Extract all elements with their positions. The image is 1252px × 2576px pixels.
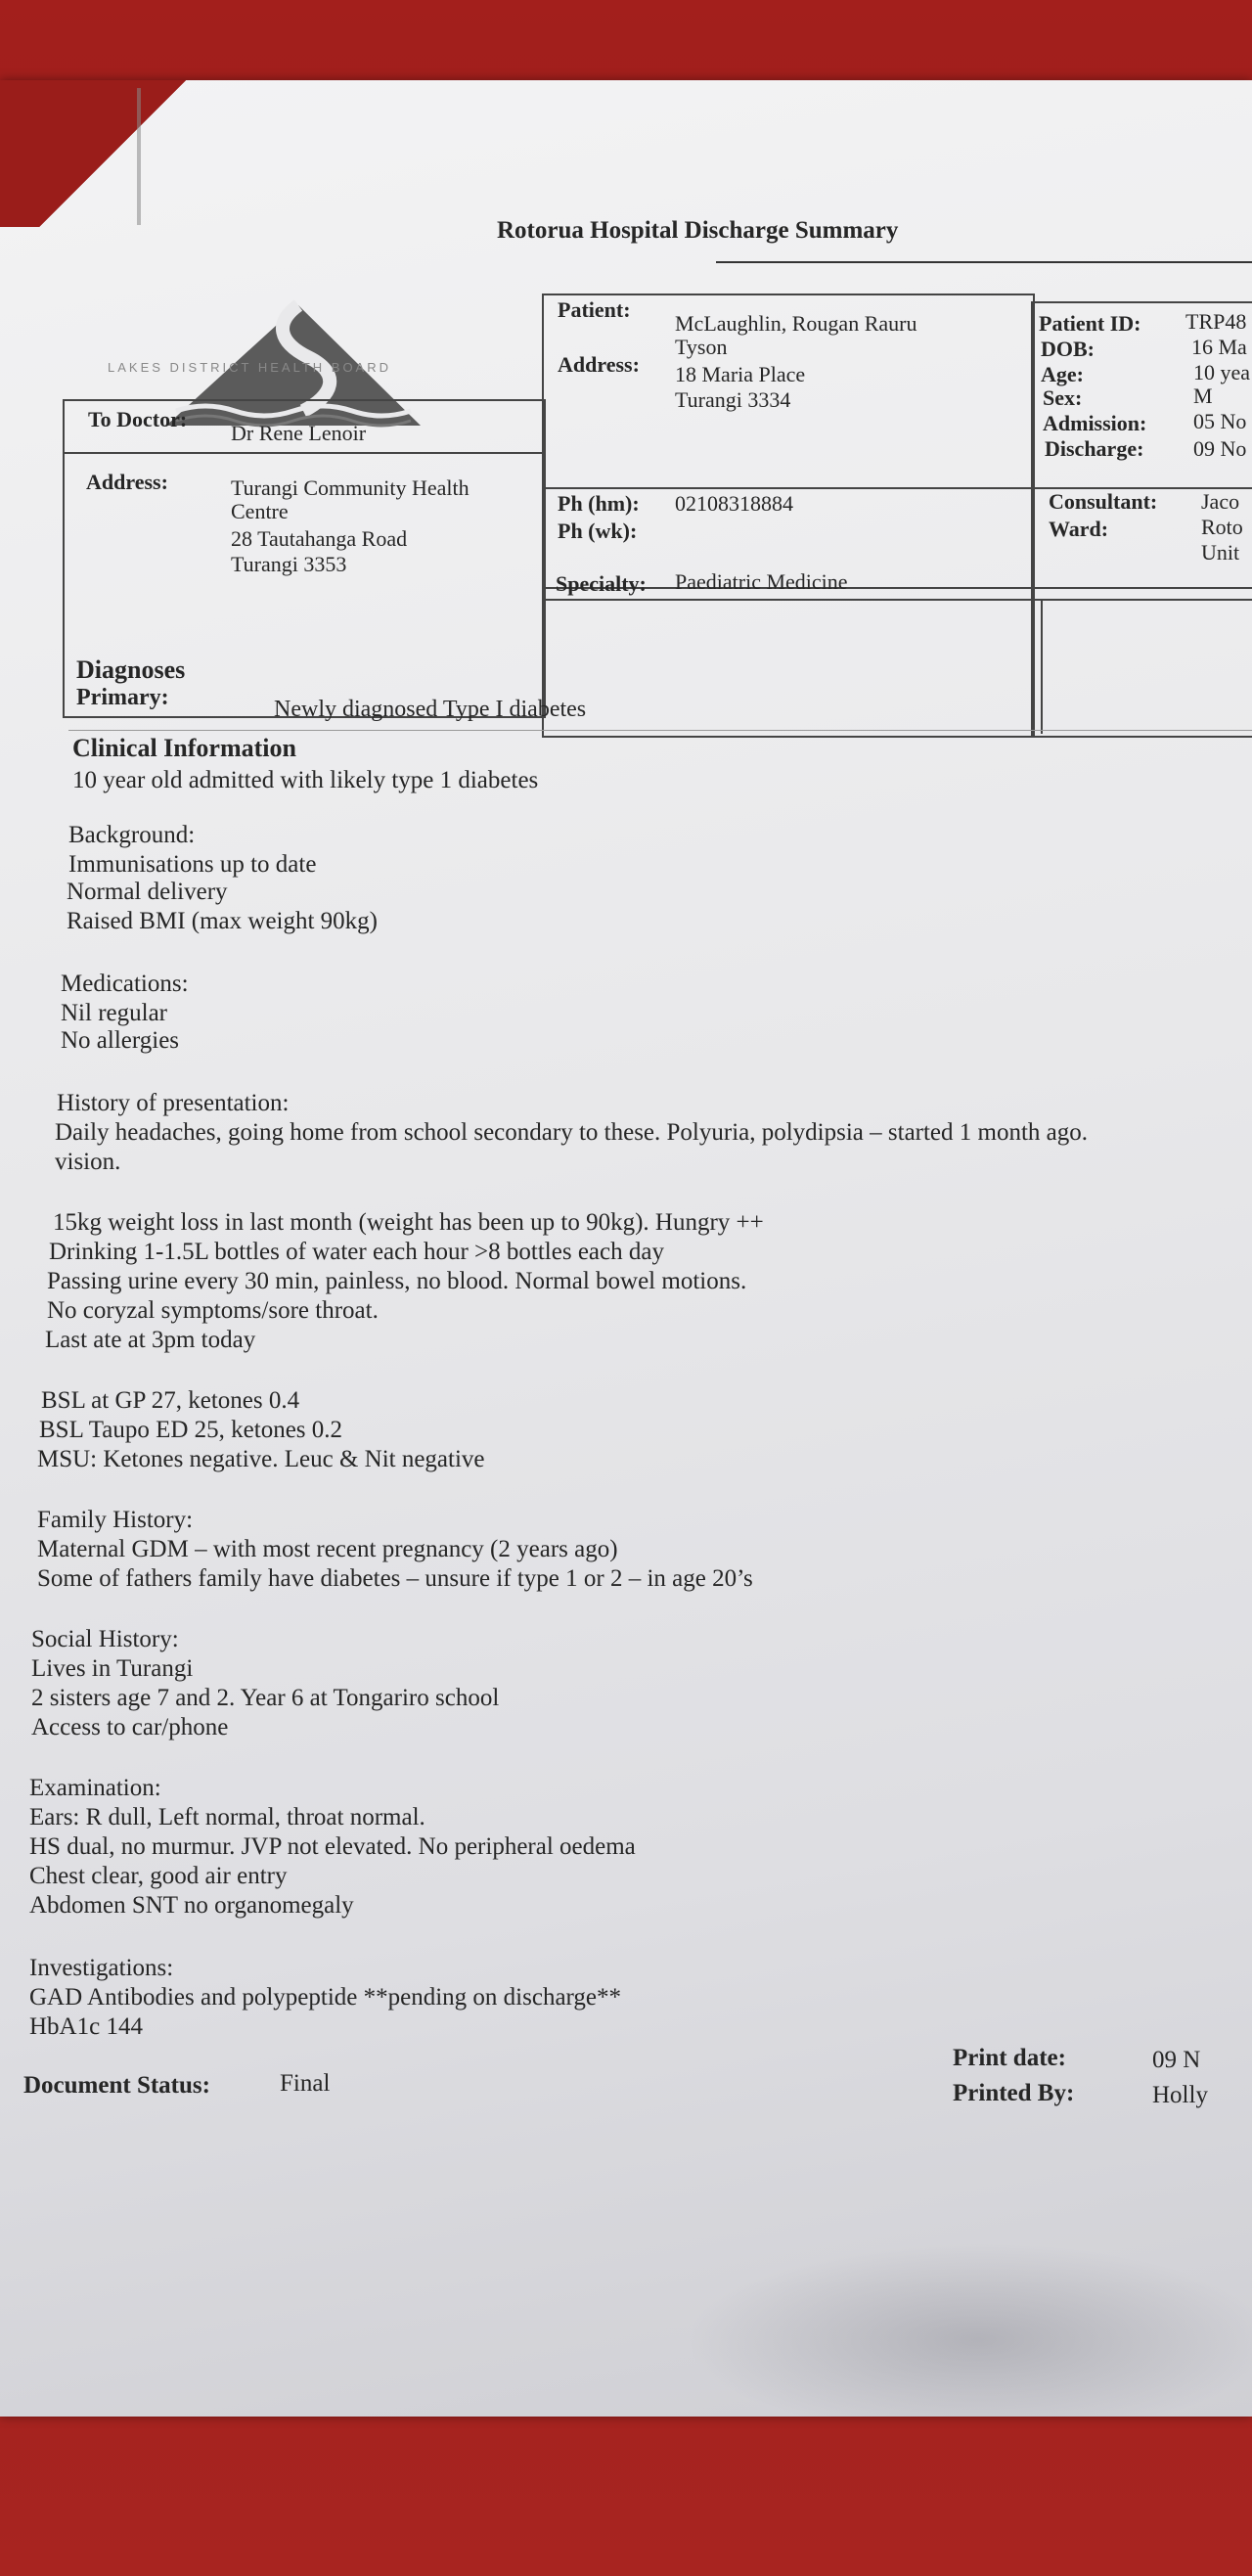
symptom-line: No coryzal symptoms/sore throat. (47, 1297, 379, 1324)
bsl-line: MSU: Ketones negative. Leuc & Nit negative (37, 1446, 485, 1472)
medications-line: Medications: (61, 971, 189, 997)
clinical-heading: Clinical Information (72, 734, 296, 762)
consultant: Jaco (1201, 489, 1240, 514)
social-history-line: Lives in Turangi (31, 1655, 194, 1682)
print-date-label: Print date: (953, 2045, 1066, 2071)
bsl-line: BSL at GP 27, ketones 0.4 (41, 1387, 300, 1414)
print-date: 09 N (1152, 2047, 1201, 2073)
medications-line: No allergies (61, 1027, 180, 1054)
phone-home: 02108318884 (675, 491, 793, 516)
discharge-date: 09 No (1193, 436, 1247, 461)
document-status: Final (280, 2070, 331, 2097)
printed-by-label: Printed By: (953, 2080, 1075, 2106)
to-doctor-name: Dr Rene Lenoir (231, 421, 367, 445)
diagnoses-divider (68, 730, 1252, 731)
medications-line: Nil regular (61, 1000, 167, 1026)
background-line: Immunisations up to date (68, 851, 317, 878)
to-doctor-label: To Doctor: (88, 407, 188, 431)
background-line: Background: (68, 822, 196, 848)
admission-date: 05 No (1193, 409, 1247, 433)
history-line: History of presentation: (57, 1090, 290, 1116)
background-line: Raised BMI (max weight 90kg) (67, 908, 379, 934)
investigations-line: HbA1c 144 (29, 2013, 143, 2040)
examination-line: Ears: R dull, Left normal, throat normal. (29, 1804, 425, 1830)
discharge-summary-page (0, 80, 1252, 2417)
title-underline (716, 261, 1252, 263)
examination-line: Chest clear, good air entry (29, 1863, 288, 1889)
folded-corner (0, 80, 225, 227)
phone-shadow (685, 2242, 1252, 2417)
discharge-label: Discharge: (1045, 436, 1144, 461)
investigations-line: GAD Antibodies and polypeptide **pending on discharge** (29, 1984, 622, 2011)
ward-label: Ward: (1049, 517, 1109, 541)
family-history-line: Some of fathers family have diabetes – unsure if type 1 or 2 – in age 20’s (37, 1565, 753, 1592)
bsl-line: BSL Taupo ED 25, ketones 0.2 (39, 1417, 343, 1443)
phone-work-label: Ph (wk): (558, 519, 638, 543)
patient-cell-divider (1041, 599, 1043, 734)
investigations-line: Investigations: (29, 1955, 174, 1981)
family-history-line: Maternal GDM – with most recent pregnancy (2 years ago) (37, 1536, 618, 1562)
primary-label: Primary: (76, 685, 169, 710)
patient-address-line: 18 Maria Place (675, 362, 806, 386)
document-title: Rotorua Hospital Discharge Summary (497, 217, 899, 244)
patient-name-line: McLaughlin, Rougan Rauru (675, 311, 917, 336)
background-line: Normal delivery (67, 879, 228, 905)
symptom-line: Passing urine every 30 min, painless, no blood. Normal bowel motions. (47, 1268, 747, 1294)
symptom-line: 15kg weight loss in last month (weight has been up to 90kg). Hungry ++ (53, 1209, 764, 1236)
consultant-label: Consultant: (1049, 489, 1158, 514)
health-board-name: LAKES DISTRICT HEALTH BOARD (108, 360, 392, 375)
patient-address-label: Address: (558, 352, 640, 377)
examination-line: Examination: (29, 1775, 161, 1801)
primary-diagnosis: Newly diagnosed Type I diabetes (274, 697, 587, 722)
patient-address-line: Turangi 3334 (675, 387, 791, 412)
specialty: Paediatric Medicine (675, 569, 848, 594)
age: 10 yea (1193, 360, 1251, 384)
specialty-label: Specialty: (556, 571, 647, 596)
corner-mark (137, 88, 160, 225)
phone-home-label: Ph (hm): (558, 491, 640, 516)
patient-label: Patient: (558, 297, 631, 322)
ward-line: Roto (1201, 515, 1243, 539)
patient-name-line: Tyson (675, 335, 728, 359)
to-doctor-address-line: Turangi Community Health (231, 475, 470, 500)
diagnoses-heading: Diagnoses (76, 655, 186, 684)
to-doctor-address-line: Centre (231, 499, 289, 523)
dob: 16 Ma (1191, 335, 1247, 359)
to-doctor-address-line: Turangi 3353 (231, 552, 347, 576)
social-history-line: 2 sisters age 7 and 2. Year 6 at Tongariro school (31, 1685, 500, 1711)
examination-line: Abdomen SNT no organomegaly (29, 1892, 354, 1919)
ward-line: Unit (1201, 540, 1240, 565)
family-history-line: Family History: (37, 1507, 194, 1533)
social-history-line: Access to car/phone (31, 1714, 229, 1740)
patient-row-divider (542, 587, 1252, 589)
history-line: vision. (55, 1149, 121, 1175)
age-label: Age: (1041, 362, 1084, 386)
admission-label: Admission: (1043, 411, 1147, 435)
sex-label: Sex: (1043, 385, 1083, 410)
clinical-intro: 10 year old admitted with likely type 1 diabetes (72, 767, 539, 793)
to-doctor-address-label: Address: (86, 470, 168, 494)
patient-row-divider (542, 599, 1252, 601)
examination-line: HS dual, no murmur. JVP not elevated. No peripheral oedema (29, 1833, 636, 1860)
social-history-line: Social History: (31, 1626, 179, 1652)
symptom-line: Drinking 1-1.5L bottles of water each hour >8 bottles each day (49, 1239, 664, 1265)
patient-id: TRP48 (1185, 309, 1247, 334)
to-doctor-address-line: 28 Tautahanga Road (231, 526, 408, 551)
symptom-line: Last ate at 3pm today (45, 1327, 256, 1353)
printed-by: Holly (1152, 2082, 1208, 2108)
history-line: Daily headaches, going home from school secondary to these. Polyuria, polydipsia – started 1 month ago. (55, 1119, 1089, 1146)
sex: M (1193, 384, 1213, 408)
to-doctor-divider (63, 452, 542, 454)
document-status-label: Document Status: (23, 2072, 210, 2099)
patient-id-label: Patient ID: (1039, 311, 1141, 336)
dob-label: DOB: (1041, 337, 1095, 361)
